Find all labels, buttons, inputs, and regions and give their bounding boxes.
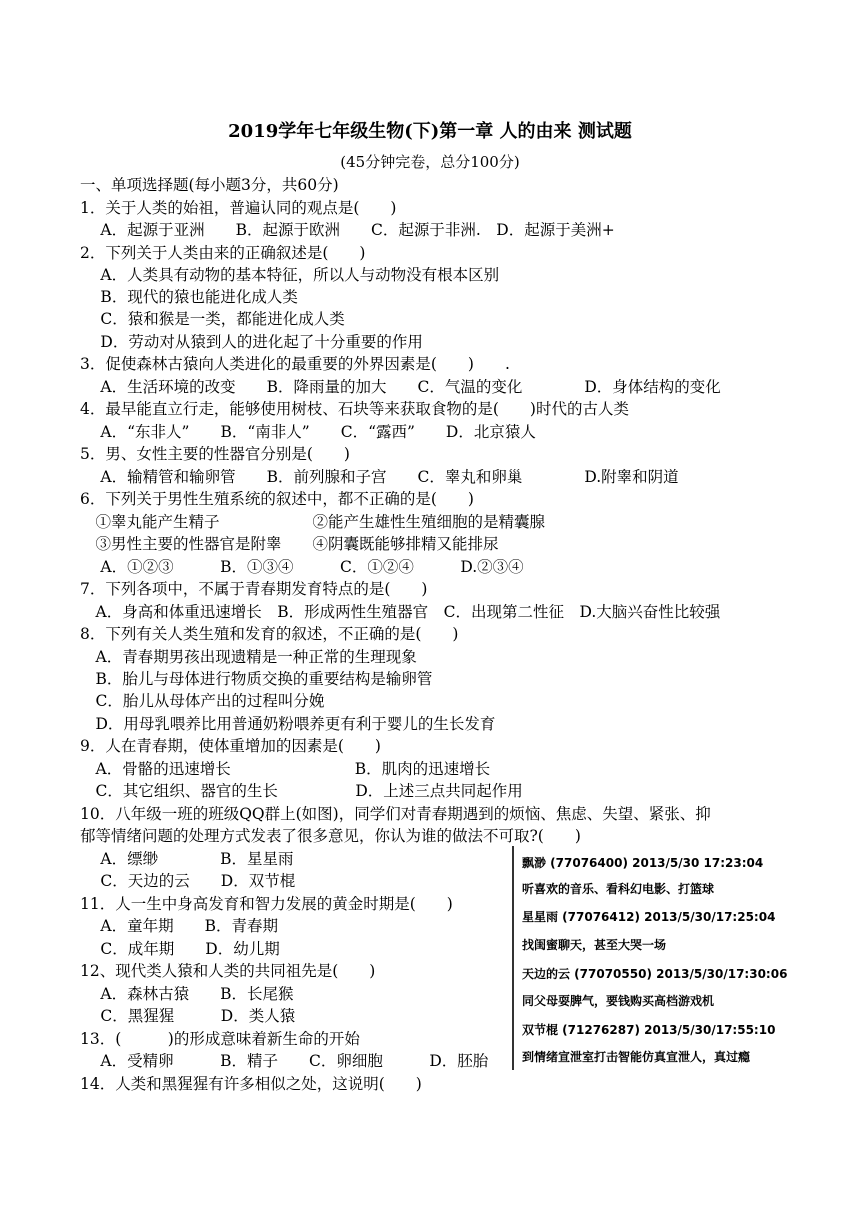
- question-1: 1．关于人类的始祖，普遍认同的观点是( ): [80, 199, 397, 217]
- question-6: 6．下列关于男性生殖系统的叙述中，都不正确的是( ): [80, 490, 474, 508]
- question-8-option-c: C．胎儿从母体产出的过程叫分娩: [80, 692, 325, 710]
- question-10-cont: 郁等情绪问题的处理方式发表了很多意见，你认为谁的做法不可取?( ): [80, 827, 581, 845]
- question-13: 13．( )的形成意味着新生命的开始: [80, 1030, 360, 1048]
- section-heading: 一、单项选择题(每小题3分，共60分): [80, 176, 339, 194]
- question-7: 7．下列各项中，不属于青春期发育特点的是( ): [80, 580, 428, 598]
- question-11-options-cd: C．成年期 D．幼儿期: [80, 940, 280, 958]
- question-4-options: A．“东非人” B．“南非人” C．“露西” D．北京猿人: [80, 423, 536, 441]
- chat-header-2: 星星雨 (77076412) 2013/5/30/17:25:04: [522, 910, 776, 924]
- question-12: 12、现代类人猿和人类的共同祖先是( ): [80, 962, 376, 980]
- question-5: 5．男、女性主要的性器官分别是( ): [80, 445, 350, 463]
- question-7-options: A．身高和体重迅速增长 B．形成两性生殖器官 C．出现第二性征 D.大脑兴奋性比较强: [80, 603, 721, 621]
- question-11: 11．人一生中身高发育和智力发展的黄金时期是( ): [80, 895, 453, 913]
- question-1-options: A．起源于亚洲 B．起源于欧洲 C．起源于非洲. D．起源于美洲+: [80, 221, 615, 239]
- question-6-statements-1: ①睾丸能产生精子 ②能产生雄性生殖细胞的是精囊腺: [80, 513, 546, 531]
- question-8-option-d: D．用母乳喂养比用普通奶粉喂养更有利于婴儿的生长发育: [80, 715, 496, 733]
- question-12-options-ab: A．森林古猿 B．长尾猴: [80, 985, 294, 1003]
- question-3-options: A．生活环境的改变 B．降雨量的加大 C．气温的变化 D．身体结构的变化: [80, 378, 721, 396]
- question-2-option-c: C．猿和猴是一类，都能进化成人类: [80, 310, 345, 328]
- question-2-option-b: B．现代的猿也能进化成人类: [80, 288, 298, 306]
- chat-message-1: 听喜欢的音乐、看科幻电影、打篮球: [522, 882, 715, 896]
- question-9-options-ab: A．骨骼的迅速增长 B．肌肉的迅速增长: [80, 760, 491, 778]
- chat-header-4: 双节棍 (71276287) 2013/5/30/17:55:10: [522, 1023, 776, 1037]
- question-2-option-d: D．劳动对从猿到人的进化起了十分重要的作用: [80, 333, 423, 351]
- question-8-option-b: B．胎儿与母体进行物质交换的重要结构是输卵管: [80, 670, 433, 688]
- chat-header-1: 飘渺 (77076400) 2013/5/30 17:23:04: [522, 856, 764, 870]
- question-5-options: A．输精管和输卵管 B．前列腺和子宫 C．睾丸和卵巢 D.附睾和阴道: [80, 468, 679, 486]
- question-9: 9．人在青春期，使体重增加的因素是( ): [80, 737, 381, 755]
- question-13-options: A．受精卵 B．精子 C．卵细胞 D．胚胎: [80, 1052, 489, 1070]
- qq-chat-screenshot: [512, 846, 788, 1070]
- question-8: 8．下列有关人类生殖和发育的叙述，不正确的是( ): [80, 625, 459, 643]
- question-4: 4．最早能直立行走，能够使用树枝、石块等来获取食物的是( )时代的古人类: [80, 400, 629, 418]
- question-6-statements-2: ③男性主要的性器官是附睾 ④阴囊既能够排精又能排尿: [80, 535, 499, 553]
- question-9-options-cd: C．其它组织、器官的生长 D．上述三点共同起作用: [80, 782, 523, 800]
- chat-message-3: 同父母耍脾气，要钱购买高档游戏机: [522, 994, 715, 1008]
- chat-message-4: 到情绪宣泄室打击智能仿真宣泄人，真过瘾: [522, 1050, 751, 1064]
- question-3: 3．促使森林古猿向人类进化的最重要的外界因素是( ) .: [80, 355, 510, 373]
- question-8-option-a: A．青春期男孩出现遗精是一种正常的生理现象: [80, 648, 417, 666]
- question-10: 10．八年级一班的班级QQ群上(如图)，同学们对青春期遇到的烦恼、焦虑、失望、紧张、抑: [80, 805, 711, 823]
- page-subtitle: (45分钟完卷，总分100分): [340, 153, 520, 171]
- question-10-options-ab: A．缥缈 B．星星雨: [80, 850, 294, 868]
- chat-message-2: 找闺蜜聊天，甚至大哭一场: [522, 938, 667, 952]
- question-10-options-cd: C．天边的云 D．双节棍: [80, 872, 296, 890]
- question-6-options: A．①②③ B．①③④ C．①②④ D.②③④: [80, 558, 524, 576]
- question-14: 14．人类和黑猩猩有许多相似之处，这说明( ): [80, 1075, 422, 1093]
- question-11-options-ab: A．童年期 B．青春期: [80, 917, 279, 935]
- page-title: 2019学年七年级生物(下)第一章 人的由来 测试题: [228, 121, 632, 142]
- question-12-options-cd: C．黑猩猩 D．类人猿: [80, 1007, 296, 1025]
- chat-header-3: 天边的云 (77070550) 2013/5/30/17:30:06: [522, 967, 788, 981]
- question-2: 2．下列关于人类由来的正确叙述是( ): [80, 244, 366, 262]
- question-2-option-a: A．人类具有动物的基本特征，所以人与动物没有根本区别: [80, 266, 500, 284]
